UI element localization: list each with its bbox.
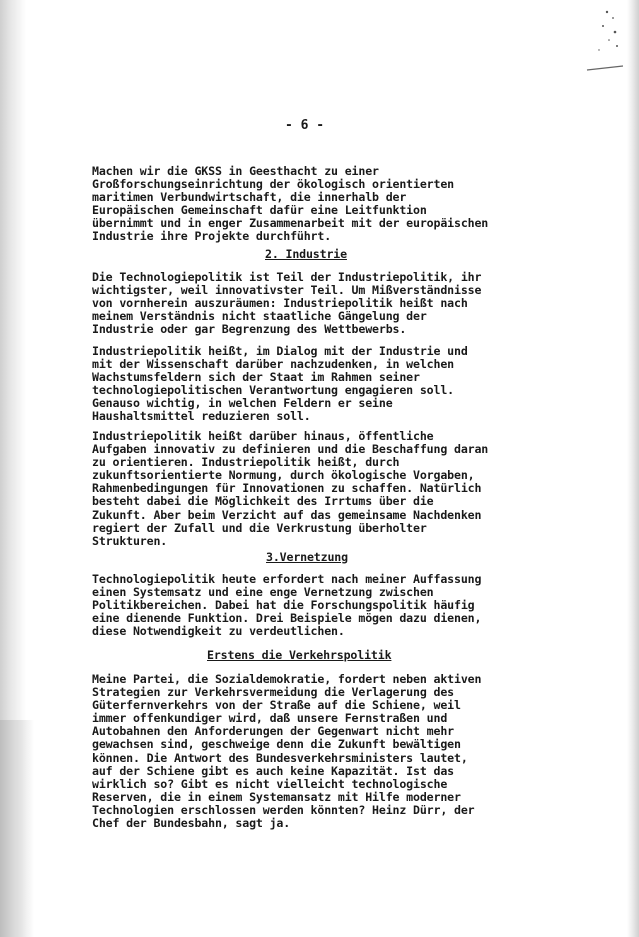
text-line: Genauso wichtig, in welchen Feldern er seine <box>92 396 393 411</box>
text-line: immer offenkundiger wird, daß unsere Fernstraßen und <box>92 711 448 726</box>
text-line: wichtigster, weil innovativster Teil. Um Mißverständnisse <box>92 283 482 298</box>
text-line: auf der Schiene gibt es auch keine Kapazität. Ist das <box>92 763 454 778</box>
text-line: können. Die Antwort des Bundesverkehrsministers lautet, <box>92 750 468 765</box>
section-heading-vernetzung: 3.Vernetzung <box>266 550 348 564</box>
text-line: eine dienende Funktion. Drei Beispiele mögen dazu dienen, <box>92 611 482 626</box>
paragraph-sozialdemokratie <box>92 673 524 830</box>
section-heading-verkehrspolitik: Erstens die Verkehrspolitik <box>207 648 392 662</box>
text-line: Technologien erschlossen werden könnten? Heinz Dürr, der <box>92 802 475 817</box>
text-line: Strukturen. <box>92 533 168 548</box>
text-line: Chef der Bundesbahn, sagt ja. <box>92 816 291 831</box>
scan-shadow-right <box>627 0 639 937</box>
text-line: Meine Partei, die Sozialdemokratie, fordert neben aktiven <box>92 672 482 686</box>
text-line: Haushaltsmittel reduzieren soll. <box>92 409 311 424</box>
text-line: Rahmenbedingungen für Innovationen zu schaffen. Natürlich <box>92 481 482 496</box>
text-line: Wachstumsfeldern sich der Staat im Rahmen seiner <box>92 370 420 385</box>
text-line: Großforschungseinrichtung der ökologisch orientierten <box>92 177 454 192</box>
text-line: Strategien zur Verkehrsvermeidung die Verlagerung des <box>92 685 454 700</box>
paragraph-vernetzung <box>92 573 524 638</box>
text-line: Aufgaben innovativ zu definieren und die Beschaffung daran <box>92 442 489 457</box>
text-line: übernimmt und in enger Zusammenarbeit mit der europäischen <box>92 216 489 231</box>
text-line: zukunftsorientierte Normung, durch ökologische Vorgaben, <box>92 468 475 483</box>
text-line: Zukunft. Aber beim Verzicht auf das gemeinsame Nachdenken <box>92 507 482 522</box>
text-line: Technologiepolitik heute erfordert nach meiner Auffassung <box>92 572 482 586</box>
text-line: einen Systemsatz und eine enge Vernetzung zwischen <box>92 585 434 600</box>
text-line: Industriepolitik heißt, im Dialog mit der Industrie und <box>92 344 468 358</box>
text-line: zu orientieren. Industriepolitik heißt, durch <box>92 455 400 470</box>
section-heading-industrie: 2. Industrie <box>265 247 347 261</box>
text-line: maritimen Verbundwirtschaft, die innerhalb der <box>92 190 407 205</box>
text-line: Industrie ihre Projekte durchführt. <box>92 229 332 244</box>
text-line: technologiepolitischen Verantwortung engagieren soll. <box>92 383 454 398</box>
paragraph-industriepolitik-dialog <box>92 345 524 424</box>
text-line: Güterfernverkehrs von der Straße auf die Schiene, weil <box>92 698 461 713</box>
scan-shadow-left-bottom <box>0 720 34 937</box>
paragraph-gkss <box>92 165 524 244</box>
text-line: gewachsen sind, geschweige denn die Zukunft bewältigen <box>92 737 461 752</box>
text-line: Reserven, die in einem Systemansatz mit Hilfe moderner <box>92 789 461 804</box>
page-number: - 6 - <box>285 118 325 133</box>
paragraph-technologiepolitik <box>92 271 524 336</box>
text-line: Politikbereichen. Dabei hat die Forschungspolitik häufig <box>92 598 475 613</box>
text-line: regiert der Zufall und die Verkrustung überholter <box>92 520 427 535</box>
text-line: Machen wir die GKSS in Geesthacht zu einer <box>92 164 379 178</box>
text-line: besteht dabei die Möglichkeit des Irrtums über die <box>92 494 434 509</box>
scan-speckle-corner <box>585 6 625 76</box>
text-line: Europäischen Gemeinschaft dafür eine Leitfunktion <box>92 203 427 218</box>
paragraph-industriepolitik-aufgaben <box>92 430 524 548</box>
text-line: wirklich so? Gibt es nicht vielleicht technologische <box>92 776 448 791</box>
text-line: mit der Wissenschaft darüber nachzudenken, in welchen <box>92 357 454 372</box>
text-line: Industrie oder gar Begrenzung des Wettbewerbs. <box>92 322 407 337</box>
text-line: Autobahnen den Anforderungen der Gegenwart nicht mehr <box>92 724 454 739</box>
text-line: meinem Verständnis nicht staatliche Gängelung der <box>92 309 427 324</box>
text-line: Industriepolitik heißt darüber hinaus, öffentliche <box>92 429 434 443</box>
text-line: Die Technologiepolitik ist Teil der Industriepolitik, ihr <box>92 270 482 284</box>
text-line: von vornherein auszuräumen: Industriepolitik heißt nach <box>92 296 468 311</box>
text-line: diese Notwendigkeit zu verdeutlichen. <box>92 624 345 639</box>
